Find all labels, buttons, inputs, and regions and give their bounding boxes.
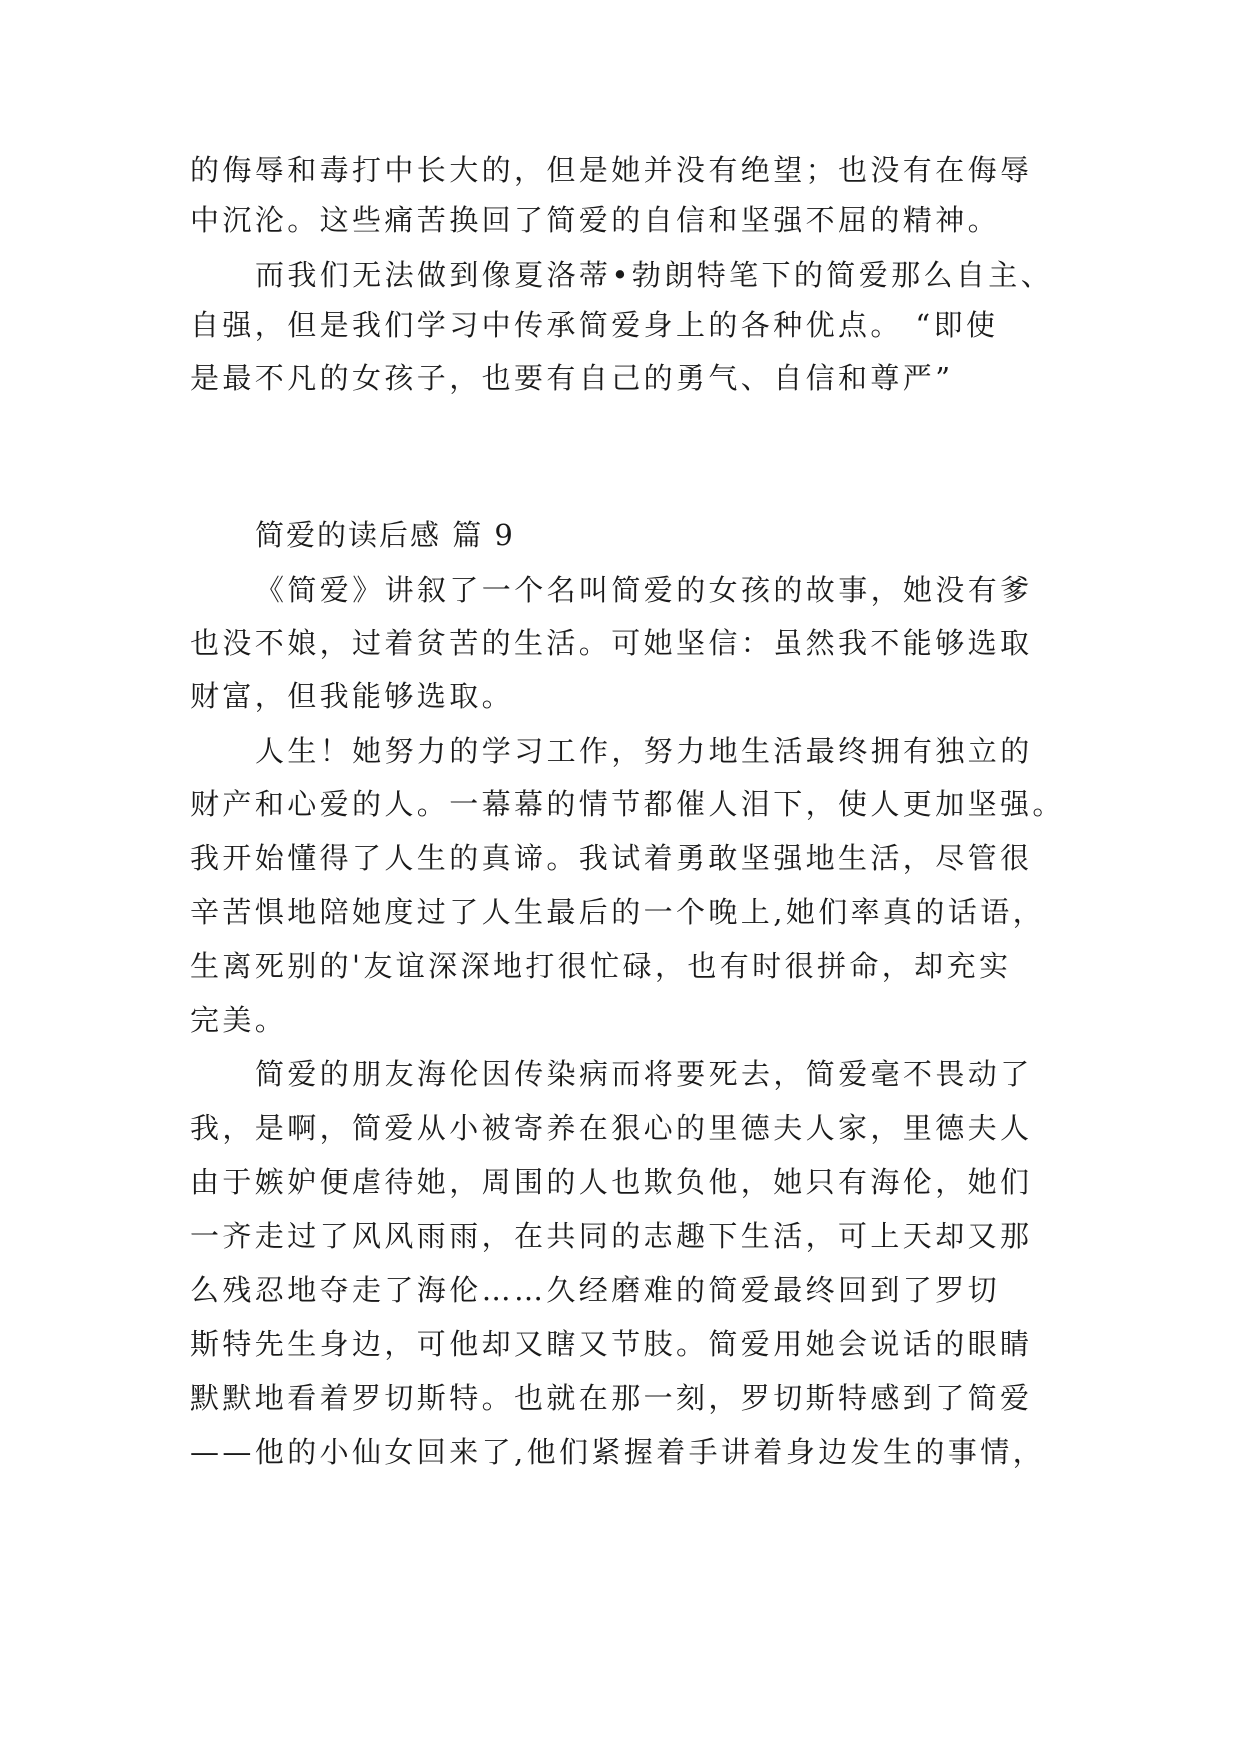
body-text-line: 么残忍地夺走了海伦……久经磨难的简爱最终回到了罗切 (190, 1273, 1001, 1307)
body-text-line: 中沉沦。这些痛苦换回了简爱的自信和坚强不屈的精神。 (190, 203, 1001, 237)
section-heading: 简爱的读后感 篇 9 (255, 518, 515, 552)
body-text-line: 一齐走过了风风雨雨，在共同的志趣下生活，可上天却又那 (190, 1219, 1033, 1253)
body-text-line: 财产和心爱的人。一幕幕的情节都催人泪下，使人更加坚强。 (190, 787, 1065, 821)
body-text-line: 《简爱》讲叙了一个名叫简爱的女孩的故事，她没有爹 (255, 573, 1033, 607)
body-text-line: 也没不娘，过着贫苦的生活。可她坚信：虽然我不能够选取 (190, 626, 1033, 660)
body-text-line: 是最不凡的女孩子，也要有自己的勇气、自信和尊严” (190, 361, 954, 395)
body-text-line: 而我们无法做到像夏洛蒂•勃朗特笔下的简爱那么自主、 (255, 258, 1054, 292)
body-text-line: 的侮辱和毒打中长大的，但是她并没有绝望；也没有在侮辱 (190, 153, 1033, 187)
body-text-line: 默默地看着罗切斯特。也就在那一刻，罗切斯特感到了简爱 (190, 1381, 1033, 1415)
body-text-line: 自强，但是我们学习中传承简爱身上的各种优点。 “即使 (190, 308, 999, 342)
body-text-line: 由于嫉妒便虐待她，周围的人也欺负他，她只有海伦，她们 (190, 1165, 1033, 1199)
body-text-line: 辛苦惧地陪她度过了人生最后的一个晚上,她们率真的话语， (190, 895, 1046, 929)
body-text-line: 生离死别的'友谊深深地打很忙碌，也有时很拼命，却充实 (190, 949, 1012, 983)
body-text-line: 财富，但我能够选取。 (190, 679, 515, 713)
body-text-line: ——他的小仙女回来了,他们紧握着手讲着身边发生的事情， (190, 1435, 1046, 1469)
body-text-line: 我开始懂得了人生的真谛。我试着勇敢坚强地生活，尽管很 (190, 841, 1033, 875)
body-text-line: 我，是啊，简爱从小被寄养在狠心的里德夫人家，里德夫人 (190, 1111, 1033, 1145)
body-text-line: 简爱的朋友海伦因传染病而将要死去，简爱毫不畏动了 (255, 1057, 1033, 1091)
body-text-line: 斯特先生身边，可他却又瞎又节肢。简爱用她会说话的眼睛 (190, 1327, 1033, 1361)
body-text-line: 完美。 (190, 1003, 288, 1037)
body-text-line: 人生！她努力的学习工作，努力地生活最终拥有独立的 (255, 734, 1033, 768)
